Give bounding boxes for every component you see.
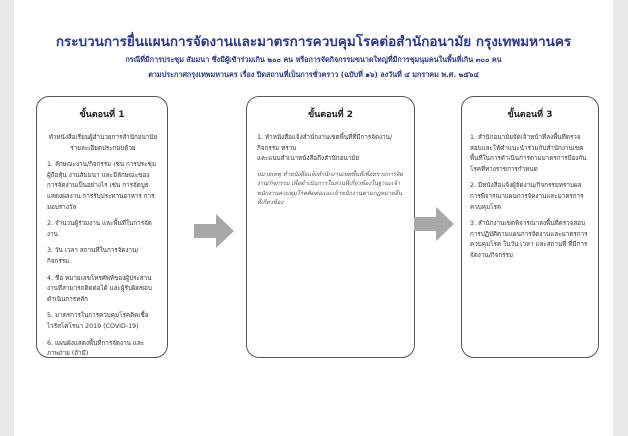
step-1-item: 2. จำนวนผู้ร่วมงาน และพื้นที่ในการจัดงาน (47, 220, 152, 238)
step-1-item: 3. วัน เวลา สถานที่ในการจัดงาน/กิจกรรม (47, 247, 139, 265)
step-2-item: 1. ทำหนังสือแจ้งสำนักงานเขตพื้นที่ที่มีการจัดงาน/กิจกรรม ทราบ (257, 134, 393, 152)
step-2-box (246, 96, 415, 358)
step-3-item: 1. สำนักอนามัยจัดเจ้าหน้าที่ลงพื้นที่ตรวจสอบและให้คำแนะนำร่วมกับสำนักงานเขตพื้นที่ในการดำเนินการตามมาตรการป้องกันโรคที่ทางราชการกำหนด (470, 134, 587, 173)
step-2-note: หมายเหตุ ทำหนังสือแจ้งสำนักงานเขตพื้นที่เพื่อทราบการจัดงาน/กิจกรรม เพื่อดำเนินการในส่วนที่เกี่ยวข้องในฐานะเจ้าพนักงานควบคุมโรคติดต่อและเจ้าพนักงานตามกฎหมายอื่นที่เกี่ยวข้อง (257, 171, 404, 206)
subtitle-line-2: ตามประกาศกรุงเทพมหานคร เรื่อง ปิดสถานที่เป็นการชั่วคราว (ฉบับที่ ๑๖) ลงวันที่ ๔ มกราคม พ.ศ. ๒๕๖๔ (148, 70, 479, 79)
step-3-item: 3. สำนักงานเขตพิจารณาลงพื้นที่ตรวจสอบการปฏิบัติตามแผนการจัดงานและมาตรการควบคุมโรค ในวัน เวลา และสถานที่ ที่มีการจัดงาน/กิจกรรม (470, 220, 588, 259)
step-3-item: 2. มีหนังสือแจ้งผู้จัดงาน/กิจกรรมทราบผลการพิจารณาแผนการจัดงานและมาตรการควบคุมโรค (470, 182, 584, 211)
step-2-item: และแนบสำเนาหนังสือถึงสำนักอนามัย (257, 155, 360, 163)
subtitle-line-1: กรณีที่มีการประชุม สัมมนา ซึ่งมีผู้เข้าร่วมเกิน ๒๐๐ คน หรือการจัดกิจกรรมขนาดใหญ่ที่มีการชุมนุมคนในพื้นที่เกิน ๓๐๐ คน (125, 55, 502, 64)
step-1-item: 4. ชื่อ หมายเลขโทรศัพท์ของผู้ประสานงานที่สามารถติดต่อได้ และผู้รับผิดชอบดำเนินการหลัก (47, 274, 152, 303)
step-1-heading: ขั้นตอนที่ 1 (79, 110, 125, 120)
step-1-item: 6. แผนผังแสดงพื้นที่การจัดงาน และภาพถ่าย (ถ้ามี) (47, 339, 145, 358)
step-3-box (461, 96, 599, 358)
step-3-heading: ขั้นตอนที่ 3 (507, 110, 553, 120)
step-1-item: 5. มาตรการในการควบคุมโรคติดเชื้อไวรัสโคโรนา 2019 (COVID-19) (47, 312, 149, 330)
step-1-intro: ทำหนังสือเรียนผู้อำนวยการสำนักอนามัย รายละเอียดประกอบด้วย (48, 134, 158, 152)
step-2-heading: ขั้นตอนที่ 2 (307, 110, 354, 120)
step-1-item: 1. ลักษณะงาน/กิจกรรม เช่น การประชุมผู้ถือหุ้น งานสัมมนา และมีลักษณะของการจัดงานเป็นอย่างไร เช่น การจัดบูธแสดงผลงาน การรับประทานอาหาร การมอบรางวัล (47, 161, 156, 211)
page-title: กระบวนการยื่นแผนการจัดงานและมาตรการควบคุมโรคต่อสำนักอนามัย กรุงเทพมหานคร (55, 34, 572, 50)
arrow-right-icon (194, 214, 234, 248)
document-page (14, 0, 613, 436)
arrow-right-icon (414, 207, 454, 241)
step-1-box (36, 96, 168, 358)
